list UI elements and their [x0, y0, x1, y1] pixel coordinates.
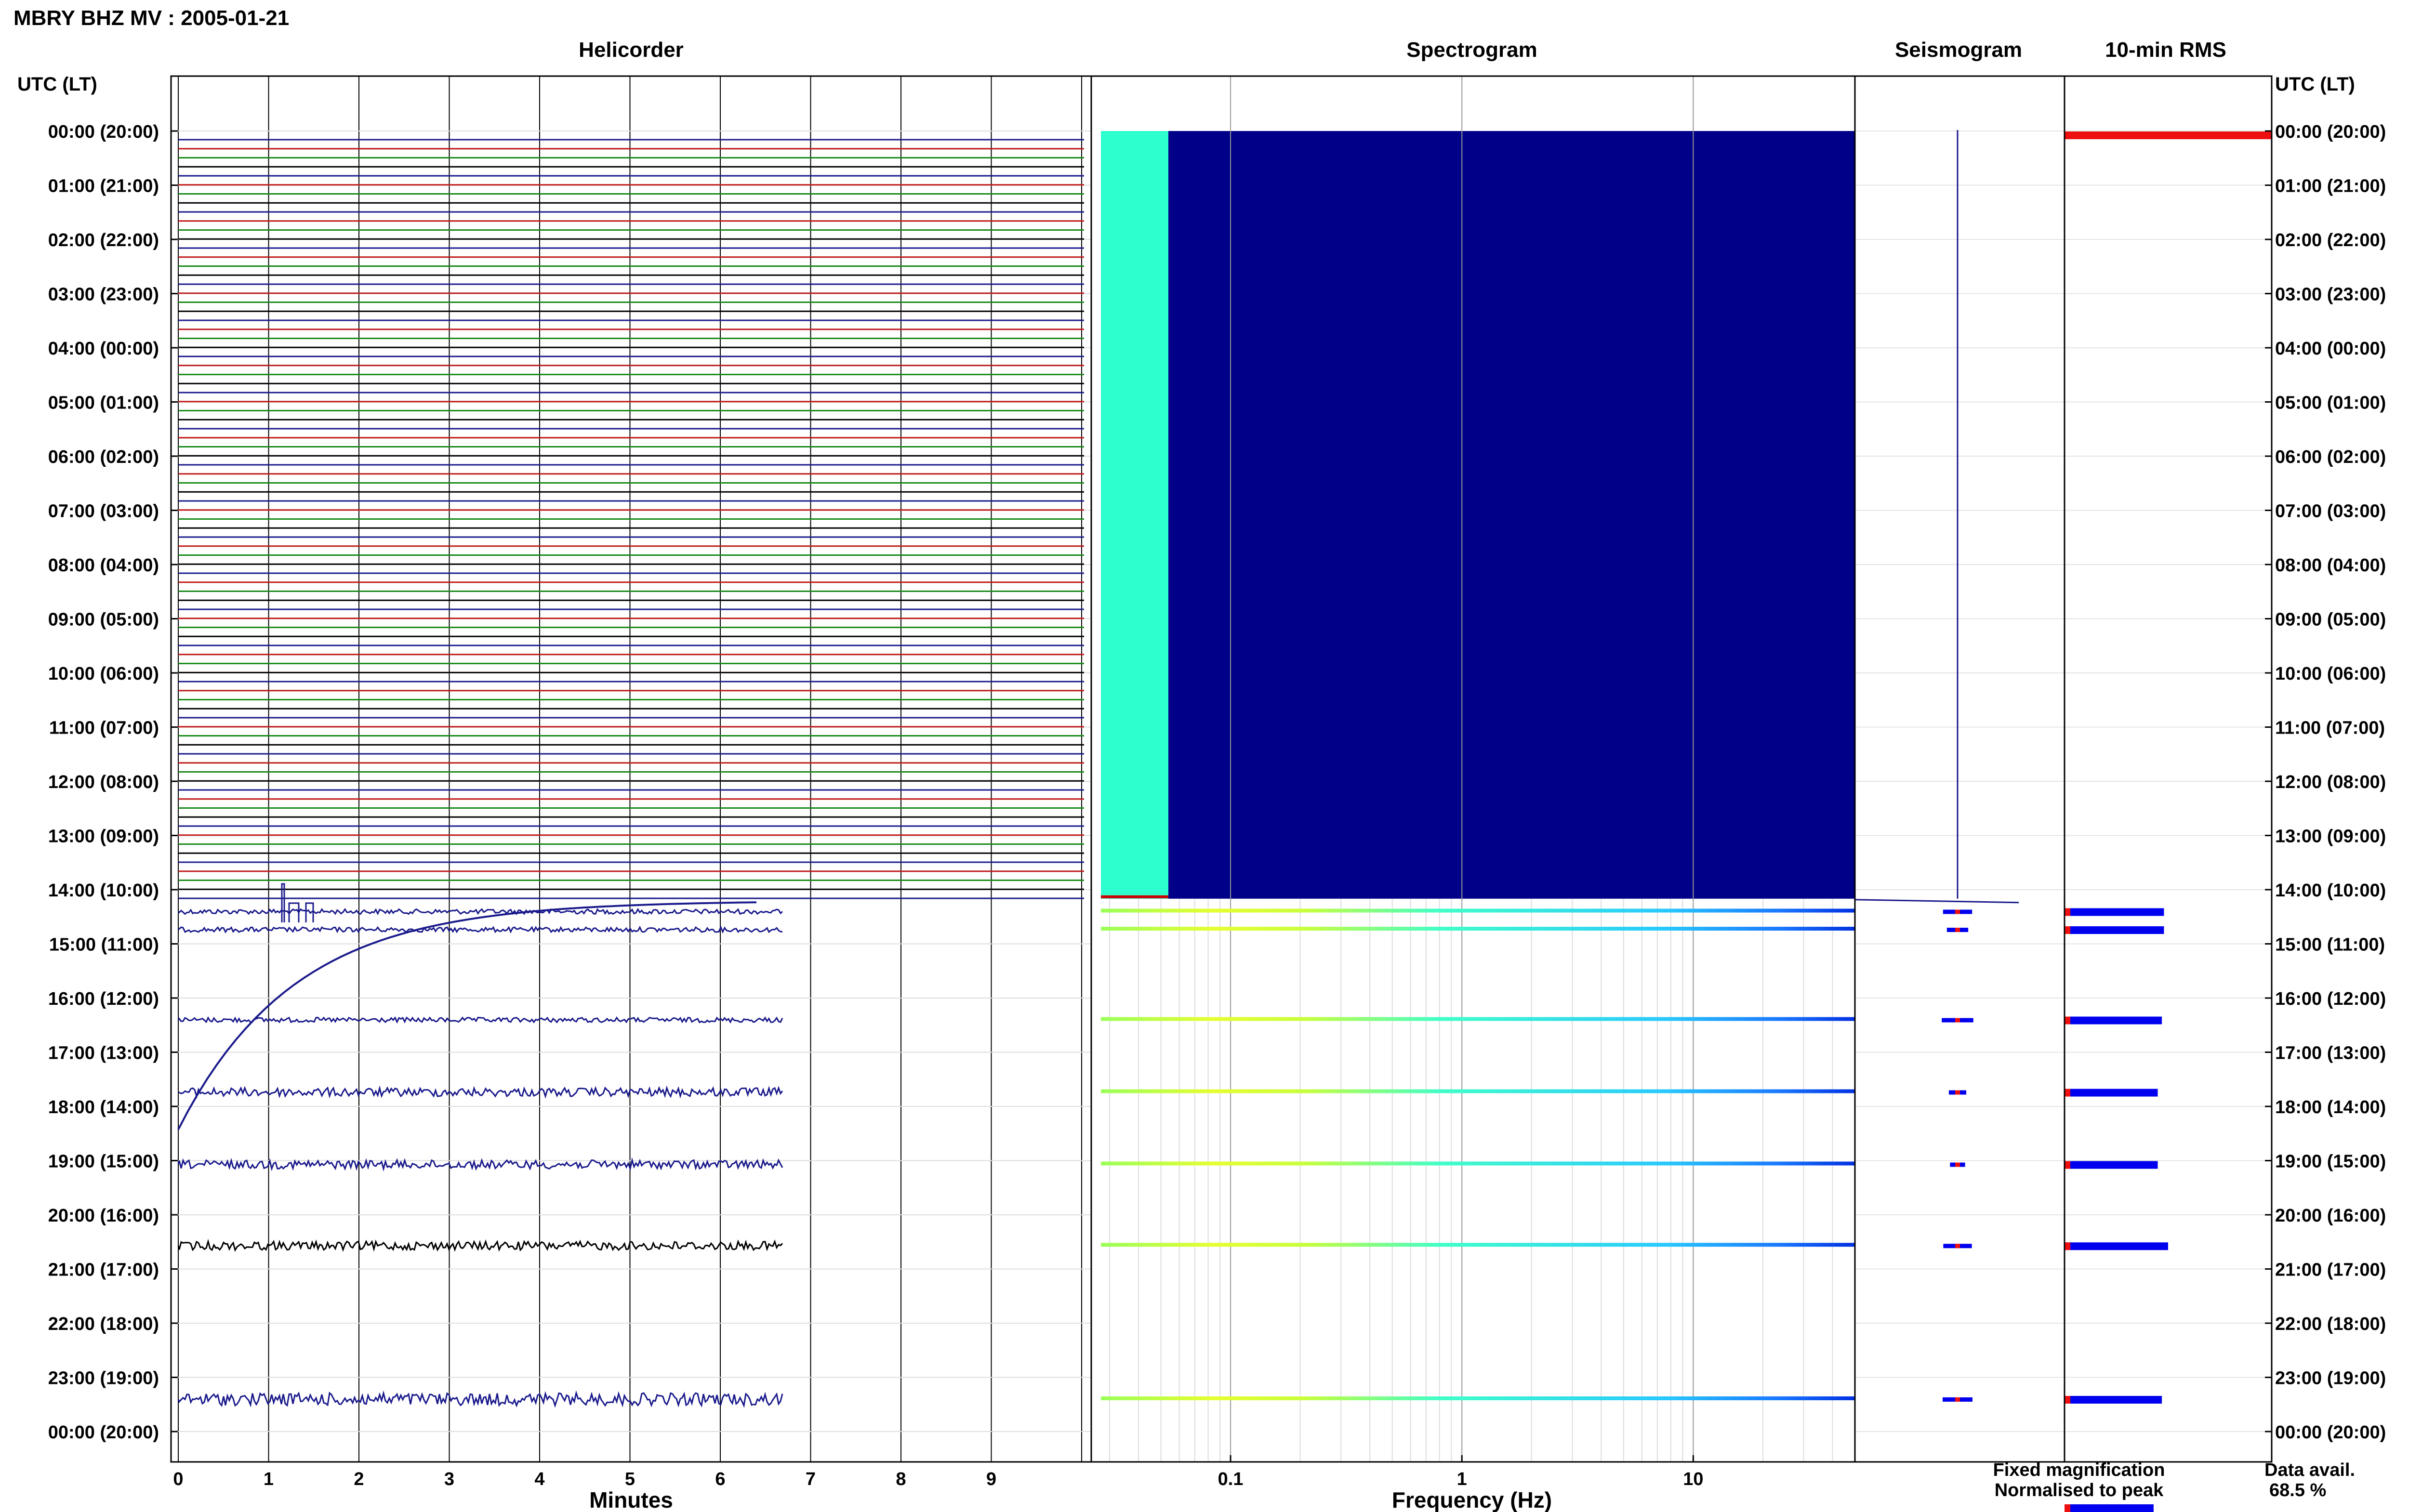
row-label-right: 07:00 (03:00) [2275, 501, 2386, 522]
row-label-right: 01:00 (21:00) [2275, 176, 2386, 197]
seismogram-segment-peak [1955, 1163, 1960, 1167]
spectrogram-row [1101, 1090, 1855, 1093]
row-label-left: 14:00 (10:00) [48, 881, 159, 901]
helicorder-xtick-label: 4 [534, 1469, 545, 1489]
helicorder-title: Helicorder [579, 38, 684, 62]
row-label-left: 10:00 (06:00) [48, 664, 159, 684]
seismogram-segment-peak [1955, 1091, 1960, 1095]
rms-bar-marker [2065, 1242, 2070, 1250]
row-label-right: 10:00 (06:00) [2275, 664, 2386, 684]
spectrogram-row [1101, 1396, 1855, 1400]
row-label-left: 23:00 (19:00) [48, 1368, 159, 1389]
row-label-right: 22:00 (18:00) [2275, 1314, 2386, 1334]
seismogram-segment-peak [1955, 1244, 1960, 1248]
row-label-left: 06:00 (02:00) [48, 447, 159, 467]
rms-bar [2065, 1089, 2158, 1097]
row-label-left: 22:00 (18:00) [48, 1314, 159, 1334]
spectrogram-xtick-label: 0.1 [1218, 1469, 1244, 1489]
row-label-right: 21:00 (17:00) [2275, 1260, 2386, 1280]
rms-bar-marker [2065, 1396, 2070, 1404]
seismogram-title: Seismogram [1894, 38, 2023, 62]
rms-bar-marker [2065, 1504, 2070, 1512]
row-label-left: 20:00 (16:00) [48, 1206, 159, 1226]
helicorder-xlabel: Minutes [589, 1487, 673, 1512]
row-label-right: 09:00 (05:00) [2275, 609, 2386, 630]
row-label-right: 20:00 (16:00) [2275, 1206, 2386, 1226]
seismogram-segment-peak [1955, 928, 1960, 932]
helicorder-xtick-label: 8 [896, 1469, 906, 1489]
row-label-left: 05:00 (01:00) [48, 393, 159, 413]
helicorder-xtick-label: 7 [805, 1469, 816, 1489]
spectrogram-row [1101, 1017, 1855, 1021]
availability-label: Data avail. [2264, 1460, 2355, 1480]
spectrogram-row [1101, 1243, 1855, 1247]
row-label-right: 18:00 (14:00) [2275, 1097, 2386, 1118]
row-label-right: 03:00 (23:00) [2275, 284, 2386, 305]
helicorder-xtick-label: 0 [173, 1469, 184, 1489]
row-label-right: 12:00 (08:00) [2275, 772, 2386, 792]
row-label-left: 07:00 (03:00) [48, 501, 159, 522]
row-label-right: 17:00 (13:00) [2275, 1043, 2386, 1064]
legend-fixed: Fixed magnification [1993, 1460, 2165, 1480]
row-label-right: 15:00 (11:00) [2275, 934, 2385, 955]
row-label-right: 05:00 (01:00) [2275, 393, 2386, 413]
row-label-left: 02:00 (22:00) [48, 230, 159, 250]
rms-bar [2065, 1017, 2162, 1025]
row-label-right: 23:00 (19:00) [2275, 1368, 2386, 1389]
row-label-left: 19:00 (15:00) [48, 1151, 159, 1172]
spectrogram-xlabel: Frequency (Hz) [1391, 1487, 1552, 1512]
rms-bar [2065, 1504, 2154, 1512]
rms-bar-marker [2065, 1161, 2070, 1169]
row-label-left: 12:00 (08:00) [48, 772, 159, 792]
helicorder-xtick-label: 5 [624, 1469, 635, 1489]
row-label-right: 19:00 (15:00) [2275, 1151, 2386, 1172]
spectrogram-row [1101, 1162, 1855, 1166]
rms-bar [2065, 131, 2272, 139]
row-label-left: 00:00 (20:00) [48, 1422, 159, 1443]
row-label-right: 14:00 (10:00) [2275, 881, 2386, 901]
row-label-left: 17:00 (13:00) [48, 1043, 159, 1064]
rms-bar-marker [2065, 1017, 2070, 1025]
row-label-right: 11:00 (07:00) [2275, 718, 2385, 738]
spectrogram-row [1101, 927, 1855, 931]
rms-bar [2065, 1242, 2168, 1250]
rms-bar-marker [2065, 131, 2070, 139]
row-label-right: 00:00 (20:00) [2275, 122, 2386, 142]
row-label-left: 03:00 (23:00) [48, 284, 159, 305]
seismogram-segment-peak [1955, 910, 1960, 914]
helicorder-xtick-label: 3 [444, 1469, 455, 1489]
row-label-left: 00:00 (20:00) [48, 122, 159, 142]
spectrogram-xtick-label: 10 [1683, 1469, 1704, 1489]
spectrogram-row [1101, 909, 1855, 913]
row-label-right: 02:00 (22:00) [2275, 230, 2386, 250]
legend-normalised: Normalised to peak [1994, 1480, 2164, 1500]
spectrogram-flat-block [1101, 131, 1855, 899]
rms-bar-marker [2065, 908, 2070, 916]
row-label-right: 13:00 (09:00) [2275, 826, 2386, 847]
left-axis-header: UTC (LT) [17, 74, 97, 95]
spectrogram-peak-row [1101, 895, 1168, 898]
row-label-right: 04:00 (00:00) [2275, 339, 2386, 359]
rms-bar-marker [2065, 926, 2070, 934]
seismogram-segment-peak [1955, 1397, 1960, 1402]
row-label-right: 00:00 (20:00) [2275, 1422, 2386, 1443]
row-label-left: 08:00 (04:00) [48, 555, 159, 576]
row-label-left: 11:00 (07:00) [49, 718, 159, 738]
rms-bar [2065, 926, 2164, 934]
row-label-right: 08:00 (04:00) [2275, 555, 2386, 576]
seismogram-segment-peak [1955, 1018, 1960, 1023]
row-label-left: 18:00 (14:00) [48, 1097, 159, 1118]
rms-bar [2065, 1396, 2162, 1404]
spectrogram-flat-lowband [1101, 131, 1168, 899]
row-label-left: 21:00 (17:00) [48, 1260, 159, 1280]
rms-bar [2065, 908, 2164, 916]
row-label-left: 09:00 (05:00) [48, 609, 159, 630]
row-label-right: 16:00 (12:00) [2275, 989, 2386, 1009]
row-label-left: 01:00 (21:00) [48, 176, 159, 197]
row-label-left: 13:00 (09:00) [48, 826, 159, 847]
helicorder-xtick-label: 6 [715, 1469, 726, 1489]
helicorder-xtick-label: 1 [263, 1469, 274, 1489]
row-label-right: 06:00 (02:00) [2275, 447, 2386, 467]
spectrogram-title: Spectrogram [1406, 38, 1537, 62]
right-axis-header: UTC (LT) [2275, 74, 2355, 95]
rms-bar [2065, 1161, 2158, 1169]
rms-bar-marker [2065, 1089, 2070, 1097]
spectrogram-xtick-label: 1 [1456, 1469, 1467, 1489]
rms-title: 10-min RMS [2105, 38, 2226, 62]
availability-value: 68.5 % [2269, 1480, 2327, 1500]
row-label-left: 04:00 (00:00) [48, 339, 159, 359]
row-label-left: 16:00 (12:00) [48, 989, 159, 1009]
helicorder-xtick-label: 2 [354, 1469, 364, 1489]
helicorder-xtick-label: 9 [986, 1469, 997, 1489]
figure-title: MBRY BHZ MV : 2005-01-21 [13, 6, 290, 30]
row-label-left: 15:00 (11:00) [49, 934, 159, 955]
